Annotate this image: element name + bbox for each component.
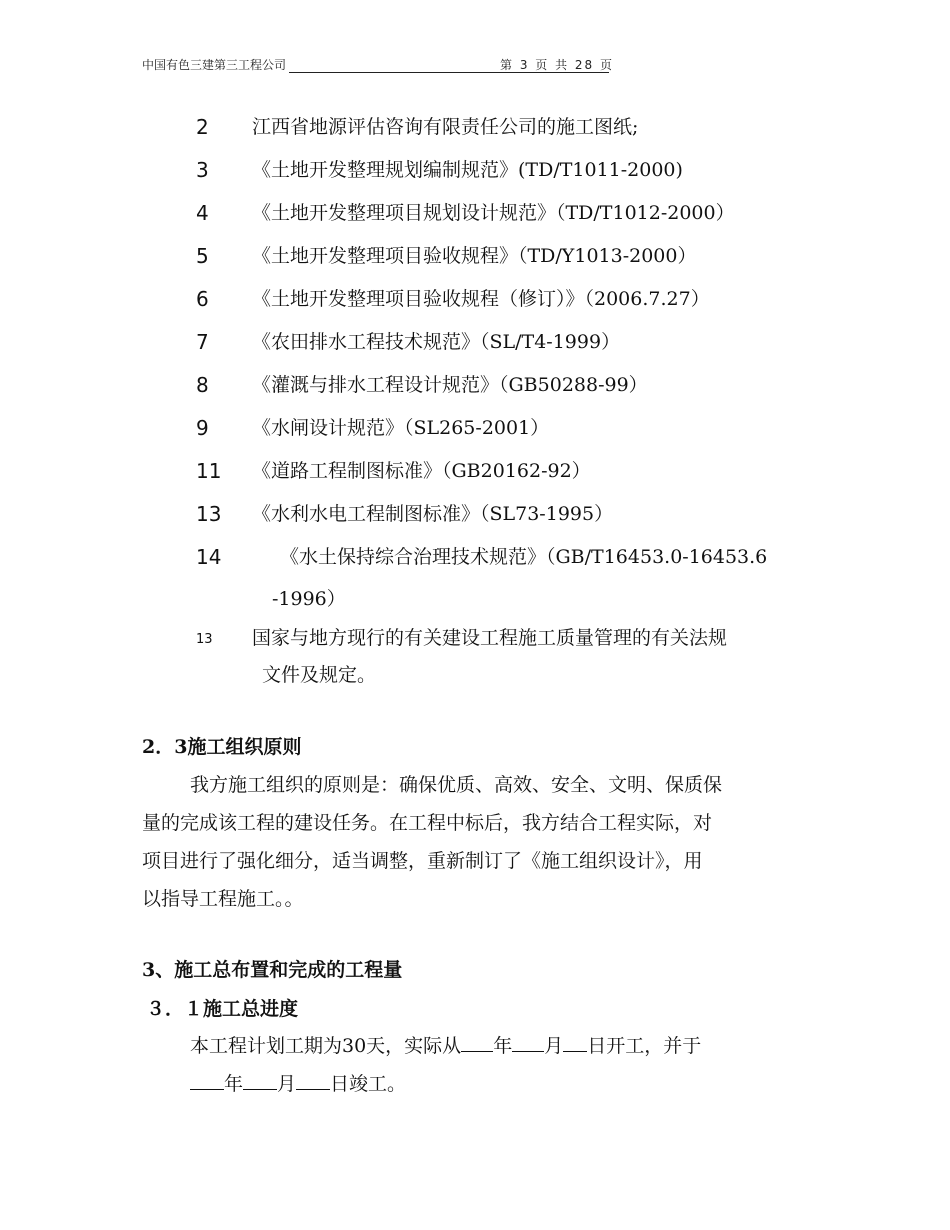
list-item-number: 4 [196, 201, 209, 225]
list-item-number: 8 [196, 373, 209, 397]
schedule-text: 本工程计划工期为30天，实际从 [190, 1035, 462, 1057]
schedule-text: 日竣工。 [330, 1073, 407, 1095]
list-item-number: 11 [196, 459, 222, 483]
list-item-text: 江西省地源评估咨询有限责任公司的施工图纸; [252, 116, 639, 138]
list-item-text: 《土地开发整理项目规划设计规范》（TD/T1012-2000） [252, 202, 735, 224]
paragraph-line: 以指导工程施工。。 [142, 888, 304, 910]
blank-field [461, 1033, 493, 1052]
list-item-number: 14 [196, 545, 222, 569]
list-item-text: 《水闸设计规范》（SL265-2001） [252, 417, 550, 439]
list-item-text: 《土地开发整理项目验收规程》（TD/Y1013-2000） [252, 245, 697, 267]
list-item-number: 2 [196, 115, 209, 139]
schedule-text: 年 [224, 1073, 244, 1095]
list-item-text: 《灌溉与排水工程设计规范》（GB50288-99） [252, 374, 648, 396]
list-item-number: 13 [196, 502, 222, 526]
list-item-text: 《道路工程制图标准》（GB20162-92） [252, 460, 591, 482]
page-header [142, 56, 812, 76]
list-item-text: 《土地开发整理项目验收规程（修订）》（2006.7.27） [252, 288, 710, 310]
paragraph-line: 项目进行了强化细分，适当调整，重新制订了《施工组织设计》，用 [142, 850, 703, 872]
schedule-text: 月 [544, 1035, 564, 1057]
list-item-text: -1996） [272, 588, 346, 610]
paragraph-line: 我方施工组织的原则是：确保优质、高效、安全、文明、保质保 [190, 774, 723, 796]
subsection-heading: ３．１施工总进度 [146, 998, 299, 1020]
list-item-number: 9 [196, 416, 209, 440]
list-item-text: 《土地开发整理规划编制规范》(TD/T1011-2000) [252, 159, 683, 181]
schedule-line-end [190, 1070, 870, 1098]
list-item-number: 5 [196, 244, 209, 268]
section-heading: 2．3施工组织原则 [142, 736, 302, 758]
schedule-line-start [190, 1032, 870, 1060]
list-item-text: 《水利水电工程制图标准》（SL73-1995） [252, 503, 614, 525]
header-company: 中国有色三建第三工程公司 [142, 58, 287, 72]
list-item-text: 文件及规定。 [262, 664, 377, 686]
list-item-text: 国家与地方现行的有关建设工程施工质量管理的有关法规 [252, 627, 728, 649]
list-item-text: 《农田排水工程技术规范》（SL/T4-1999） [252, 331, 621, 353]
header-page-number: 第 3 页 共 28 页 [500, 58, 614, 72]
schedule-text: 日开工，并于 [587, 1035, 702, 1057]
blank-field [512, 1033, 544, 1052]
schedule-text: 月 [277, 1073, 297, 1095]
list-item-text: 《水土保持综合治理技术规范》（GB/T16453.0-16453.6 [280, 546, 768, 568]
blank-field [243, 1071, 277, 1090]
list-item-number: 3 [196, 158, 209, 182]
list-item-number: 7 [196, 330, 209, 354]
blank-field [296, 1071, 330, 1090]
blank-field [190, 1071, 224, 1090]
list-item-number: 13 [196, 632, 213, 647]
section-heading: 3、施工总布置和完成的工程量 [142, 959, 403, 981]
blank-field [563, 1033, 587, 1052]
list-item-number: 6 [196, 287, 209, 311]
schedule-text: 年 [493, 1035, 513, 1057]
paragraph-line: 量的完成该工程的建设任务。在工程中标后，我方结合工程实际，对 [142, 812, 713, 834]
